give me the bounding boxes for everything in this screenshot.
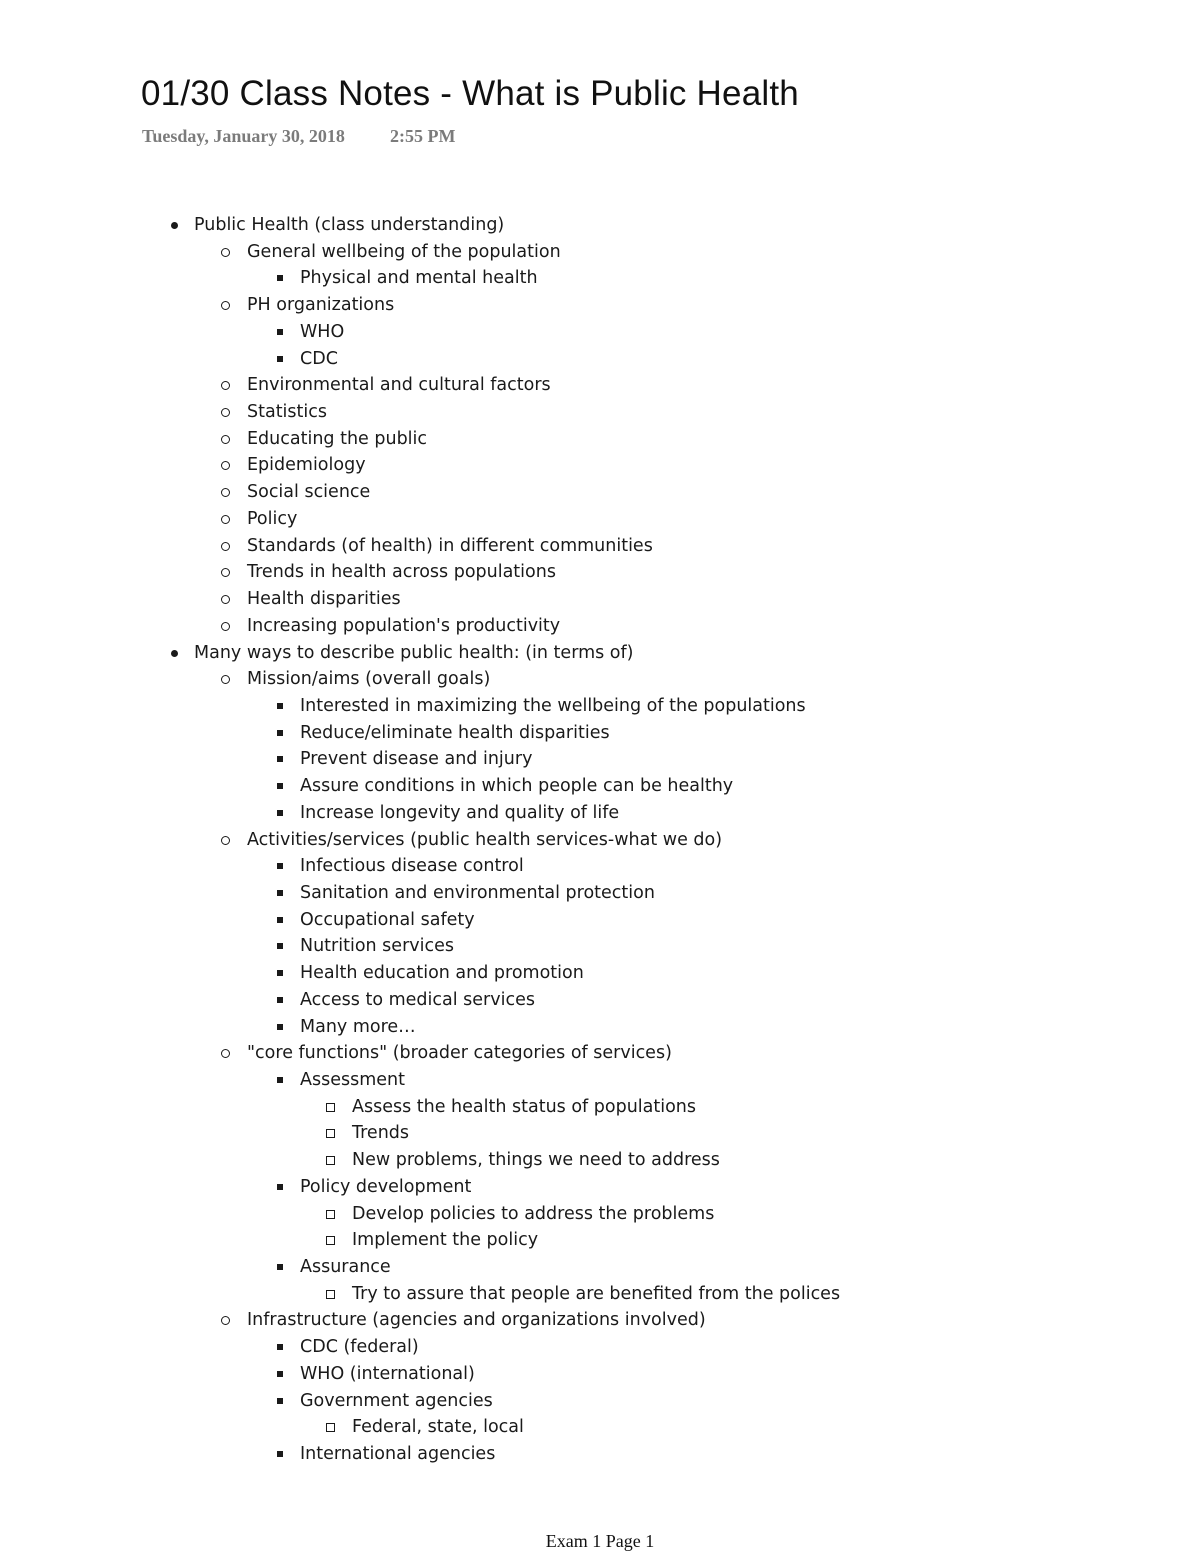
square-bullet-icon bbox=[277, 1344, 283, 1350]
hollow-bullet-icon bbox=[221, 1049, 230, 1058]
square-bullet-icon bbox=[277, 730, 283, 736]
hollow-bullet-icon bbox=[221, 622, 230, 631]
hollow-bullet-icon bbox=[221, 248, 230, 257]
hollow-bullet-icon bbox=[221, 568, 230, 577]
outline-item-text: Nutrition services bbox=[300, 936, 454, 957]
hollow-bullet-icon bbox=[221, 381, 230, 390]
outline-item-text: Policy development bbox=[300, 1176, 472, 1197]
page-title: 01/30 Class Notes - What is Public Health bbox=[141, 74, 799, 113]
outline-item-level-4 bbox=[0, 1414, 1200, 1441]
outline-item-level-3 bbox=[0, 880, 1200, 907]
outline-item-level-2 bbox=[0, 479, 1200, 506]
outline-item-level-3 bbox=[0, 987, 1200, 1014]
square-bullet-icon bbox=[277, 863, 283, 869]
hollow-bullet-icon bbox=[221, 408, 230, 417]
outline-item-text: Interested in maximizing the wellbeing of the populations bbox=[300, 695, 806, 716]
outline-item-text: Epidemiology bbox=[247, 455, 366, 476]
square-bullet-icon bbox=[277, 943, 283, 949]
checkbox-bullet-icon bbox=[326, 1236, 335, 1245]
outline-item-level-3 bbox=[0, 1174, 1200, 1201]
outline-item-text: Assessment bbox=[300, 1070, 405, 1090]
outline-item-level-2 bbox=[0, 533, 1200, 560]
outline-item-text: Assurance bbox=[300, 1257, 391, 1278]
outline-item-level-2 bbox=[0, 559, 1200, 586]
outline-item-level-2 bbox=[0, 239, 1200, 266]
square-bullet-icon bbox=[277, 810, 283, 816]
outline-item-text: Increase longevity and quality of life bbox=[300, 802, 620, 823]
outline-item-text: General wellbeing of the population bbox=[247, 241, 561, 262]
outline-item-level-3 bbox=[0, 960, 1200, 987]
hollow-bullet-icon bbox=[221, 461, 230, 470]
outline-item-level-3 bbox=[0, 1067, 1200, 1094]
outline-item-text: Health disparities bbox=[247, 589, 401, 610]
checkbox-bullet-icon bbox=[326, 1156, 335, 1165]
outline-item-text: Assure conditions in which people can be healthy bbox=[300, 776, 734, 797]
outline-item-level-3 bbox=[0, 907, 1200, 934]
square-bullet-icon bbox=[277, 997, 283, 1003]
outline-item-level-2 bbox=[0, 399, 1200, 426]
square-bullet-icon bbox=[277, 1264, 283, 1270]
outline-item-text: CDC (federal) bbox=[300, 1337, 419, 1358]
outline-item-level-1 bbox=[0, 640, 1200, 667]
outline-item-text: Health education and promotion bbox=[300, 963, 584, 984]
checkbox-bullet-icon bbox=[326, 1290, 335, 1299]
outline-item-level-4 bbox=[0, 1120, 1200, 1147]
outline-item-level-2 bbox=[0, 586, 1200, 613]
outline-item-level-3 bbox=[0, 853, 1200, 880]
square-bullet-icon bbox=[277, 970, 283, 976]
square-bullet-icon bbox=[277, 756, 283, 762]
outline-item-level-4 bbox=[0, 1201, 1200, 1228]
outline-item-level-2 bbox=[0, 1307, 1200, 1334]
outline-item-level-3 bbox=[0, 933, 1200, 960]
outline-item-text: Federal, state, local bbox=[352, 1417, 524, 1438]
outline-item-level-3 bbox=[0, 1388, 1200, 1415]
outline-item-text: "core functions" (broader categories of services) bbox=[247, 1043, 672, 1064]
checkbox-bullet-icon bbox=[326, 1423, 335, 1432]
outline-item-level-4 bbox=[0, 1147, 1200, 1174]
outline-item-text: Infrastructure (agencies and organizations involved) bbox=[247, 1310, 706, 1331]
checkbox-bullet-icon bbox=[326, 1210, 335, 1219]
square-bullet-icon bbox=[277, 329, 283, 335]
outline-item-text: Physical and mental health bbox=[300, 268, 538, 289]
outline-item-text: Assess the health status of populations bbox=[352, 1096, 697, 1117]
square-bullet-icon bbox=[277, 1077, 283, 1083]
outline-item-level-4 bbox=[0, 1094, 1200, 1121]
outline-item-level-3 bbox=[0, 265, 1200, 292]
outline-item-level-3 bbox=[0, 773, 1200, 800]
outline-item-level-2 bbox=[0, 452, 1200, 479]
square-bullet-icon bbox=[277, 1371, 283, 1377]
square-bullet-icon bbox=[277, 356, 283, 362]
outline-item-level-2 bbox=[0, 666, 1200, 693]
hollow-bullet-icon bbox=[221, 435, 230, 444]
outline-item-text: Government agencies bbox=[300, 1390, 493, 1411]
outline-item-level-2 bbox=[0, 1040, 1200, 1067]
outline-item-text: Reduce/eliminate health disparities bbox=[300, 722, 610, 743]
outline-item-level-2 bbox=[0, 426, 1200, 453]
square-bullet-icon bbox=[277, 275, 283, 281]
outline-item-level-2 bbox=[0, 372, 1200, 399]
outline-item-text: Policy bbox=[247, 508, 298, 529]
outline-item-text: Implement the policy bbox=[352, 1230, 539, 1251]
outline-item-level-2 bbox=[0, 613, 1200, 640]
outline-item-level-3 bbox=[0, 800, 1200, 827]
outline-item-level-4 bbox=[0, 1281, 1200, 1308]
outline-item-text: International agencies bbox=[300, 1444, 496, 1465]
outline-item-text: WHO bbox=[300, 321, 345, 342]
outline-item-text: Increasing population's productivity bbox=[247, 615, 561, 636]
outline-item-text: Activities/services (public health services-what we do) bbox=[247, 829, 723, 850]
notes-outline bbox=[0, 212, 1200, 1468]
square-bullet-icon bbox=[277, 1024, 283, 1030]
hollow-bullet-icon bbox=[221, 1316, 230, 1325]
outline-item-level-3 bbox=[0, 693, 1200, 720]
checkbox-bullet-icon bbox=[326, 1129, 335, 1138]
outline-item-level-3 bbox=[0, 720, 1200, 747]
filled-bullet-icon bbox=[171, 222, 178, 229]
outline-item-text: Standards (of health) in different communities bbox=[247, 535, 653, 556]
square-bullet-icon bbox=[277, 917, 283, 923]
outline-item-level-3 bbox=[0, 1441, 1200, 1468]
outline-item-level-2 bbox=[0, 292, 1200, 319]
outline-item-text: Statistics bbox=[247, 402, 327, 423]
square-bullet-icon bbox=[277, 1184, 283, 1190]
outline-item-level-3 bbox=[0, 319, 1200, 346]
outline-item-text: Prevent disease and injury bbox=[300, 749, 533, 770]
outline-item-text: Social science bbox=[247, 482, 371, 503]
hollow-bullet-icon bbox=[221, 488, 230, 497]
outline-item-text: Develop policies to address the problems bbox=[352, 1203, 715, 1224]
outline-item-text: Many more… bbox=[300, 1016, 416, 1037]
checkbox-bullet-icon bbox=[326, 1103, 335, 1112]
outline-item-text: PH organizations bbox=[247, 295, 395, 316]
outline-item-level-3 bbox=[0, 746, 1200, 773]
outline-item-text: CDC bbox=[300, 348, 338, 369]
outline-item-text: Many ways to describe public health: (in terms of) bbox=[194, 642, 634, 663]
outline-item-text: Sanitation and environmental protection bbox=[300, 882, 655, 903]
outline-item-text: WHO (international) bbox=[300, 1363, 475, 1384]
outline-item-text: Access to medical services bbox=[300, 989, 535, 1010]
outline-item-level-3 bbox=[0, 346, 1200, 373]
page-footer: Exam 1 Page 1 bbox=[545, 1531, 655, 1551]
square-bullet-icon bbox=[277, 890, 283, 896]
outline-item-text: Mission/aims (overall goals) bbox=[247, 669, 491, 690]
square-bullet-icon bbox=[277, 783, 283, 789]
note-date: Tuesday, January 30, 2018 bbox=[142, 126, 345, 146]
outline-item-text: Try to assure that people are benefited from the polices bbox=[352, 1283, 841, 1304]
square-bullet-icon bbox=[277, 1451, 283, 1457]
hollow-bullet-icon bbox=[221, 515, 230, 524]
filled-bullet-icon bbox=[171, 650, 178, 657]
outline-item-level-3 bbox=[0, 1254, 1200, 1281]
square-bullet-icon bbox=[277, 703, 283, 709]
outline-item-level-2 bbox=[0, 506, 1200, 533]
outline-item-text: Educating the public bbox=[247, 428, 428, 449]
outline-item-text: Infectious disease control bbox=[300, 856, 524, 877]
hollow-bullet-icon bbox=[221, 675, 230, 684]
hollow-bullet-icon bbox=[221, 836, 230, 845]
outline-item-level-3 bbox=[0, 1361, 1200, 1388]
outline-item-level-3 bbox=[0, 1334, 1200, 1361]
note-time: 2:55 PM bbox=[390, 126, 456, 146]
outline-item-level-1 bbox=[0, 212, 1200, 239]
hollow-bullet-icon bbox=[221, 542, 230, 551]
outline-item-text: Trends in health across populations bbox=[247, 562, 556, 583]
note-timestamp bbox=[142, 126, 455, 147]
outline-item-level-3 bbox=[0, 1014, 1200, 1041]
outline-item-level-2 bbox=[0, 827, 1200, 854]
outline-item-level-4 bbox=[0, 1227, 1200, 1254]
square-bullet-icon bbox=[277, 1398, 283, 1404]
outline-item-text: Environmental and cultural factors bbox=[247, 375, 551, 396]
outline-item-text: Trends bbox=[352, 1123, 410, 1144]
outline-item-text: Public Health (class understanding) bbox=[194, 215, 505, 235]
outline-item-text: Occupational safety bbox=[300, 909, 475, 930]
hollow-bullet-icon bbox=[221, 595, 230, 604]
hollow-bullet-icon bbox=[221, 301, 230, 310]
outline-item-text: New problems, things we need to address bbox=[352, 1150, 720, 1171]
